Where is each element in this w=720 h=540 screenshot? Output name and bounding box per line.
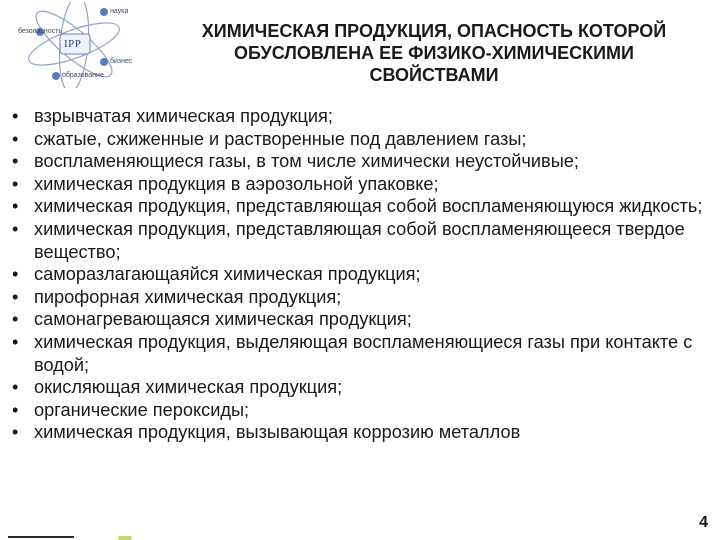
logo-label: безопасность — [18, 28, 62, 35]
logo-center-text: IPP — [64, 38, 82, 50]
page-number: 4 — [699, 514, 708, 531]
list-item: • взрывчатая химическая продукция; — [12, 105, 712, 128]
footer-divider — [8, 536, 74, 538]
logo-label: наука — [110, 8, 129, 15]
slide-title: ХИМИЧЕСКАЯ ПРОДУКЦИЯ, ОПАСНОСТЬ КОТОРОЙ ОБУСЛОВЛЕНА ЕЕ ФИЗИКО-ХИМИЧЕСКИМИ СВОЙСТВАМИ — [201, 21, 667, 85]
list-item: • химическая продукция, представляющая собой воспламеняющееся твердое вещество; — [12, 218, 712, 263]
list-item: • химическая продукция в аэрозольной упаковке; — [12, 173, 712, 196]
logo-label: бизнес — [110, 58, 133, 65]
list-item: • окисляющая химическая продукция; — [12, 376, 712, 399]
footer-decoration — [118, 536, 132, 540]
list-item: • химическая продукция, вызывающая коррозию металлов — [12, 421, 712, 444]
list-item: • пирофорная химическая продукция; — [12, 286, 712, 309]
list-item: • саморазлагающаяйся химическая продукция; — [12, 263, 712, 286]
list-item: • воспламеняющиеся газы, в том числе химически неустойчивые; — [12, 150, 712, 173]
logo-label: образование — [62, 72, 104, 79]
logo — [12, 2, 172, 88]
list-item: • самонагревающаяся химическая продукция; — [12, 308, 712, 331]
list-item: • химическая продукция, представляющая собой воспламеняющуюся жидкость; — [12, 195, 712, 218]
list-item: • химическая продукция, выделяющая воспламеняющиеся газы при контакте с водой; — [12, 331, 712, 376]
hazard-list — [12, 105, 712, 444]
list-item: • сжатые, сжиженные и растворенные под давлением газы; — [12, 128, 712, 151]
list-item: • органические пероксиды; — [12, 399, 712, 422]
